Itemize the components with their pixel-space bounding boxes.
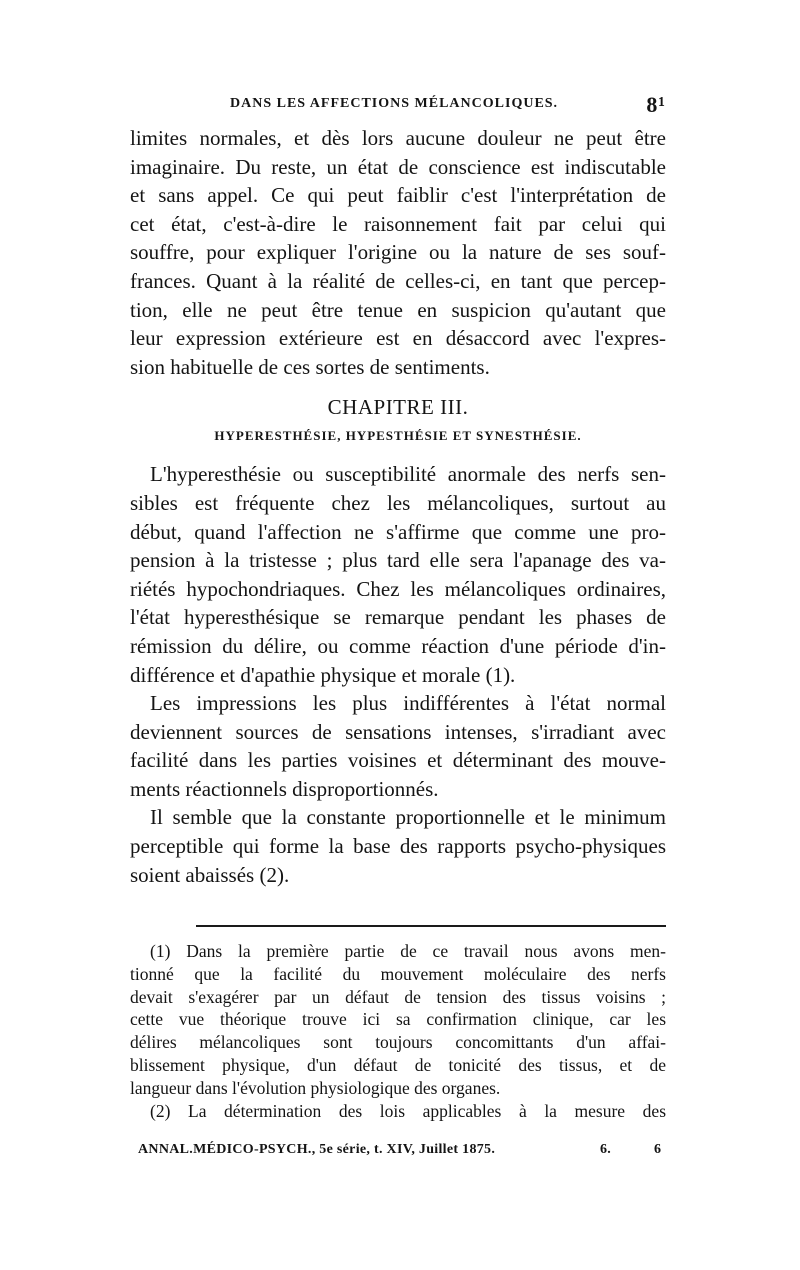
signature-line [130,1142,666,1164]
text-line: perceptible qui forme la base des rapports psycho-physiques [130,834,666,859]
footnote-line: tionné que la facilité du mouvement moléculaire des nerfs [130,963,666,984]
text-line: Il semble que la constante proportionnelle et le minimum [150,805,666,830]
footnote-line: devait s'exagérer par un défaut de tension des tissus voisins ; [130,986,666,1007]
text-line: soient abaissés (2). [130,862,290,887]
footnote-line: cette vue théorique trouve ici sa confirmation clinique, car les [130,1009,666,1030]
footnote-line: (1) Dans la première partie de ce travail nous avons men- [150,941,666,961]
footnote-line: blissement physique, d'un défaut de tonicité des tissus, et de [130,1054,666,1075]
running-head [130,92,666,116]
page-number: 8¹ [646,92,666,117]
text-line: début, quand l'affection ne s'affirme que comme une pro- [130,519,666,544]
text-line: pension à la tristesse ; plus tard elle sera l'apanage des va- [130,548,666,573]
text-line: cet état, c'est-à-dire le raisonnement fait par celui qui [130,211,666,236]
text-line: rémission du délire, ou comme réaction d'une période d'in- [130,633,666,658]
text-line: limites normales, et dès lors aucune douleur ne peut être [130,126,666,150]
text-line: et sans appel. Ce qui peut faiblir c'est l'interprétation de [130,183,666,208]
text-line: facilité dans les parties voisines et déterminant des mouve- [130,748,666,773]
signature-mark: 6. [600,1142,612,1157]
footnote-line: langueur dans l'évolution physiologique des organes. [130,1077,501,1098]
text-line: souffre, pour expliquer l'origine ou la nature de ses souf- [130,240,666,265]
text-line: l'état hyperesthésique se remarque pendant les phases de [130,605,666,630]
text-line: imaginaire. Du reste, un état de conscience est indiscutable [130,154,666,179]
chapter-heading: CHAPITRE III. [327,395,469,420]
text-line: frances. Quant à la réalité de celles-ci, en tant que percep- [130,268,666,293]
text-line: ments réactionnels disproportionnés. [130,776,439,801]
footnote-line: (2) La détermination des lois applicables à la mesure des [150,1100,666,1121]
journal-citation: ANNAL.MÉDICO-PSYCH., 5e série, t. XIV, Juillet 1875. [138,1142,496,1157]
chapter-subtitle: HYPERESTHÉSIE, HYPESTHÉSIE ET SYNESTHÉSIE. [214,428,582,444]
footnote-rule [196,925,666,927]
text-line: L'hyperesthésie ou susceptibilité anormale des nerfs sen- [150,462,666,487]
text-line: leur expression extérieure est en désaccord avec l'expres- [130,326,666,351]
text-line: riétés hypochondriaques. Chez les mélancoliques ordinaires, [130,576,666,601]
text-line: Les impressions les plus indifférentes à l'état normal [150,691,666,716]
text-line: deviennent sources de sensations intenses, s'irradiant avec [130,719,666,744]
text-line: sibles est fréquente chez les mélancoliques, surtout au [130,490,666,515]
text-line: différence et d'apathie physique et morale (1). [130,662,516,687]
footnotes [130,940,666,1122]
footnote-line: délires mélancoliques sont toujours concomittants d'un affai- [130,1032,666,1053]
main-text [130,124,666,889]
text-line: tion, elle ne peut être tenue en suspicion qu'autant que [130,297,666,322]
signature-mark: 6 [654,1142,662,1157]
text-line: sion habituelle de ces sortes de sentiments. [130,354,490,379]
running-title: DANS LES AFFECTIONS MÉLANCOLIQUES. [230,96,559,111]
